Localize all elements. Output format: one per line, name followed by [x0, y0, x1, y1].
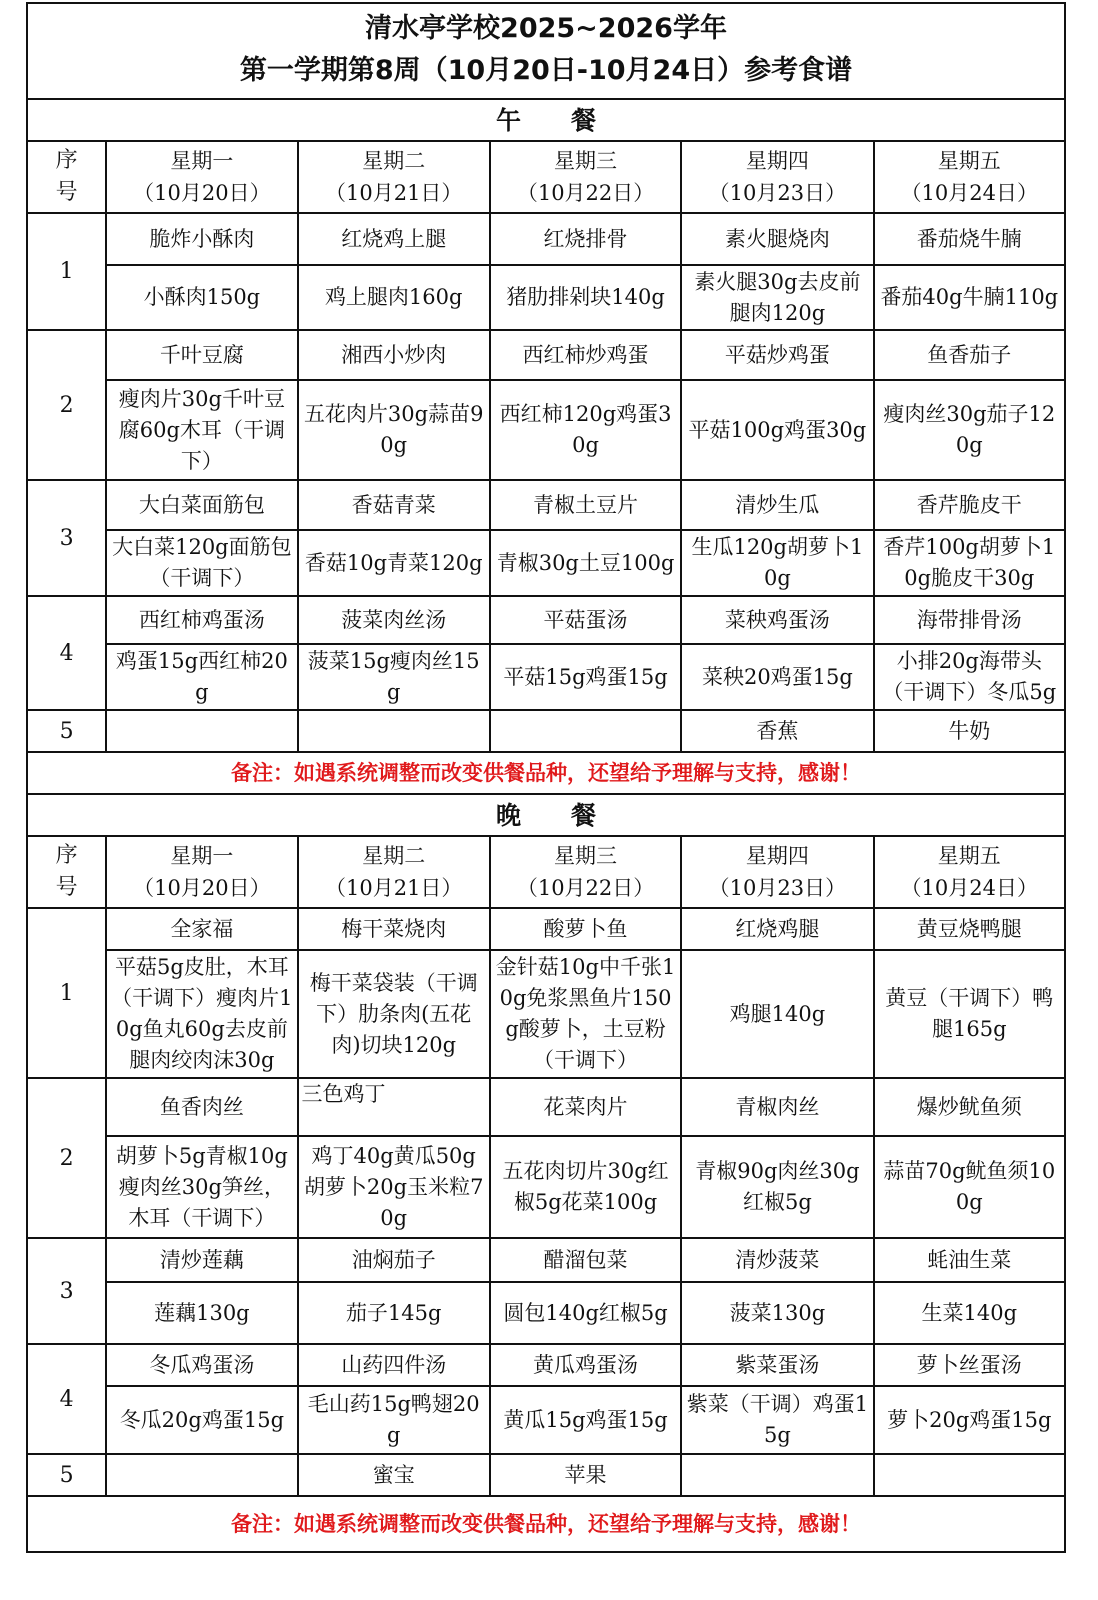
ingredient-row — [27, 1282, 1065, 1344]
dish-row — [27, 908, 1065, 950]
dish-row — [27, 1078, 1065, 1136]
fruit-cell: 苹果 — [490, 1454, 681, 1496]
day-name: 星期四 — [745, 149, 809, 173]
day-name: 星期三 — [554, 149, 618, 173]
ingredient-row — [27, 1136, 1065, 1238]
ingredient-cell: 圆包140g红椒5g — [490, 1282, 681, 1344]
dish-row — [27, 330, 1065, 380]
dish-name: 青椒土豆片 — [490, 480, 681, 530]
dish-name: 菜秧鸡蛋汤 — [681, 596, 873, 644]
ingredient-cell: 平菇100g鸡蛋30g — [681, 380, 873, 480]
fruit-row — [27, 710, 1065, 752]
dish-name: 萝卜丝蛋汤 — [874, 1344, 1065, 1386]
day-name: 星期一 — [170, 149, 234, 173]
day-header — [298, 836, 490, 908]
dish-name: 青椒肉丝 — [681, 1078, 873, 1136]
ingredient-cell: 鸡腿140g — [681, 950, 873, 1078]
fruit-cell — [681, 1454, 873, 1496]
title-line-2: 第一学期第8周（10月20日-10月24日）参考食谱 — [239, 55, 853, 86]
day-header — [681, 836, 873, 908]
ingredient-cell: 梅干菜袋装（干调下）肋条肉(五花肉)切块120g — [298, 950, 490, 1078]
ingredient-cell: 莲藕130g — [106, 1282, 297, 1344]
dish-name: 清炒菠菜 — [681, 1238, 873, 1282]
title-row — [27, 3, 1065, 99]
day-name: 星期五 — [937, 149, 1001, 173]
dish-name: 紫菜蛋汤 — [681, 1344, 873, 1386]
seq-header-line-1: 序 — [55, 148, 78, 173]
dish-name: 红烧排骨 — [490, 213, 681, 265]
seq-number: 3 — [27, 1238, 106, 1344]
ingredient-cell: 生瓜120g胡萝卜10g — [681, 530, 873, 596]
ingredient-cell: 香菇10g青菜120g — [298, 530, 490, 596]
dish-name: 酸萝卜鱼 — [490, 908, 681, 950]
ingredient-cell: 瘦肉丝30g茄子120g — [874, 380, 1065, 480]
fruit-cell — [874, 1454, 1065, 1496]
dish-name: 醋溜包菜 — [490, 1238, 681, 1282]
seq-number: 3 — [27, 480, 106, 596]
seq-number: 1 — [27, 213, 106, 330]
dish-name: 鱼香茄子 — [874, 330, 1065, 380]
day-header — [874, 836, 1065, 908]
dish-name: 西红柿炒鸡蛋 — [490, 330, 681, 380]
title-line-1: 清水亭学校2025~2026学年 — [365, 13, 727, 44]
day-date: （10月24日） — [900, 181, 1039, 205]
remark-note: 备注：如遇系统调整而改变供餐品种，还望给予理解与支持，感谢！ — [27, 1496, 1065, 1552]
dish-name: 湘西小炒肉 — [298, 330, 490, 380]
dish-row — [27, 480, 1065, 530]
day-date: （10月20日） — [133, 181, 271, 205]
menu-table — [26, 2, 1066, 1553]
day-header — [874, 141, 1065, 213]
dish-row — [27, 1238, 1065, 1282]
dish-name: 三色鸡丁 — [298, 1078, 490, 1136]
seq-number: 4 — [27, 1344, 106, 1454]
dinner-header-row — [27, 836, 1065, 908]
ingredient-cell: 鸡蛋15g西红柿20g — [106, 644, 297, 710]
ingredient-cell: 萝卜20g鸡蛋15g — [874, 1386, 1065, 1454]
dish-name: 香芹脆皮干 — [874, 480, 1065, 530]
seq-number: 5 — [27, 1454, 106, 1496]
dish-name: 千叶豆腐 — [106, 330, 297, 380]
seq-header-line-2: 号 — [55, 875, 78, 900]
dish-name: 平菇蛋汤 — [490, 596, 681, 644]
dish-name: 海带排骨汤 — [874, 596, 1065, 644]
day-date: （10月23日） — [708, 181, 847, 205]
menu-table-body — [27, 3, 1065, 1552]
dish-name: 番茄烧牛腩 — [874, 213, 1065, 265]
ingredient-cell: 小排20g海带头（干调下）冬瓜5g — [874, 644, 1065, 710]
dish-row — [27, 1344, 1065, 1386]
dish-name: 梅干菜烧肉 — [298, 908, 490, 950]
remark-note: 备注：如遇系统调整而改变供餐品种，还望给予理解与支持，感谢！ — [27, 752, 1065, 794]
ingredient-cell: 蒜苗70g鱿鱼须100g — [874, 1136, 1065, 1238]
ingredient-row — [27, 380, 1065, 480]
dish-name: 油焖茄子 — [298, 1238, 490, 1282]
seq-header — [27, 836, 106, 908]
day-header — [681, 141, 873, 213]
lunch-label: 午餐 — [27, 99, 1065, 141]
day-date: （10月24日） — [900, 876, 1039, 900]
ingredient-cell: 菜秧20鸡蛋15g — [681, 644, 873, 710]
lunch-header-row — [27, 141, 1065, 213]
dish-name: 大白菜面筋包 — [106, 480, 297, 530]
day-name: 星期五 — [937, 844, 1001, 868]
seq-number: 2 — [27, 1078, 106, 1238]
dinner-label: 晚餐 — [27, 794, 1065, 836]
menu-sheet — [26, 2, 1066, 1553]
day-header — [298, 141, 490, 213]
day-date: （10月21日） — [324, 876, 463, 900]
ingredient-cell: 茄子145g — [298, 1282, 490, 1344]
ingredient-cell: 金针菇10g中千张10g免浆黑鱼片150g酸萝卜，土豆粉（干调下） — [490, 950, 681, 1078]
fruit-cell — [298, 710, 490, 752]
ingredient-cell: 素火腿30g去皮前腿肉120g — [681, 265, 873, 330]
day-name: 星期二 — [362, 844, 426, 868]
dish-name: 冬瓜鸡蛋汤 — [106, 1344, 297, 1386]
lunch-note-row — [27, 752, 1065, 794]
day-date: （10月23日） — [708, 876, 847, 900]
ingredient-row — [27, 265, 1065, 330]
day-name: 星期三 — [554, 844, 618, 868]
day-header — [490, 836, 681, 908]
seq-number: 5 — [27, 710, 106, 752]
ingredient-cell: 小酥肉150g — [106, 265, 297, 330]
ingredient-cell: 青椒90g肉丝30g红椒5g — [681, 1136, 873, 1238]
day-date: （10月21日） — [324, 181, 463, 205]
day-name: 星期一 — [170, 844, 234, 868]
ingredient-cell: 紫菜（干调）鸡蛋15g — [681, 1386, 873, 1454]
ingredient-row — [27, 1386, 1065, 1454]
day-date: （10月22日） — [516, 181, 655, 205]
ingredient-cell: 瘦肉片30g千叶豆腐60g木耳（干调下） — [106, 380, 297, 480]
dish-name: 菠菜肉丝汤 — [298, 596, 490, 644]
day-date: （10月20日） — [133, 876, 271, 900]
dish-name: 黄瓜鸡蛋汤 — [490, 1344, 681, 1386]
ingredient-cell: 香芹100g胡萝卜10g脆皮干30g — [874, 530, 1065, 596]
ingredient-cell: 黄豆（干调下）鸭腿165g — [874, 950, 1065, 1078]
dish-name: 西红柿鸡蛋汤 — [106, 596, 297, 644]
seq-number: 1 — [27, 908, 106, 1078]
ingredient-cell: 平菇5g皮肚，木耳（干调下）瘦肉片10g鱼丸60g去皮前腿肉绞肉沫30g — [106, 950, 297, 1078]
ingredient-cell: 平菇15g鸡蛋15g — [490, 644, 681, 710]
ingredient-cell: 番茄40g牛腩110g — [874, 265, 1065, 330]
dish-name: 全家福 — [106, 908, 297, 950]
ingredient-cell: 鸡丁40g黄瓜50g胡萝卜20g玉米粒70g — [298, 1136, 490, 1238]
dish-row — [27, 596, 1065, 644]
day-name: 星期二 — [362, 149, 426, 173]
ingredient-row — [27, 950, 1065, 1078]
seq-header-line-1: 序 — [55, 843, 78, 868]
seq-header-line-2: 号 — [55, 180, 78, 205]
ingredient-cell: 西红柿120g鸡蛋30g — [490, 380, 681, 480]
day-name: 星期四 — [745, 844, 809, 868]
day-date: （10月22日） — [516, 876, 655, 900]
fruit-row — [27, 1454, 1065, 1496]
dinner-note-row — [27, 1496, 1065, 1552]
ingredient-cell: 猪肋排剁块140g — [490, 265, 681, 330]
day-header — [490, 141, 681, 213]
ingredient-row — [27, 644, 1065, 710]
dish-name: 鱼香肉丝 — [106, 1078, 297, 1136]
dish-name: 清炒莲藕 — [106, 1238, 297, 1282]
ingredient-row — [27, 530, 1065, 596]
dish-name: 素火腿烧肉 — [681, 213, 873, 265]
dish-name: 蚝油生菜 — [874, 1238, 1065, 1282]
ingredient-cell: 黄瓜15g鸡蛋15g — [490, 1386, 681, 1454]
ingredient-cell: 菠菜15g瘦肉丝15g — [298, 644, 490, 710]
dish-name: 香菇青菜 — [298, 480, 490, 530]
dish-name: 山药四件汤 — [298, 1344, 490, 1386]
ingredient-cell: 菠菜130g — [681, 1282, 873, 1344]
ingredient-cell: 青椒30g土豆100g — [490, 530, 681, 596]
ingredient-cell: 胡萝卜5g青椒10g瘦肉丝30g笋丝，木耳（干调下） — [106, 1136, 297, 1238]
dish-name: 红烧鸡腿 — [681, 908, 873, 950]
fruit-cell — [490, 710, 681, 752]
ingredient-cell: 毛山药15g鸭翅20g — [298, 1386, 490, 1454]
fruit-cell: 蜜宝 — [298, 1454, 490, 1496]
dish-name: 黄豆烧鸭腿 — [874, 908, 1065, 950]
seq-header — [27, 141, 106, 213]
dinner-label-row — [27, 794, 1065, 836]
fruit-cell: 牛奶 — [874, 710, 1065, 752]
fruit-cell — [106, 710, 297, 752]
ingredient-cell: 五花肉切片30g红椒5g花菜100g — [490, 1136, 681, 1238]
seq-number: 4 — [27, 596, 106, 710]
seq-number: 2 — [27, 330, 106, 480]
page-title — [27, 3, 1065, 99]
dish-row — [27, 213, 1065, 265]
ingredient-cell: 生菜140g — [874, 1282, 1065, 1344]
lunch-label-row — [27, 99, 1065, 141]
day-header — [106, 141, 297, 213]
dish-name: 清炒生瓜 — [681, 480, 873, 530]
fruit-cell — [106, 1454, 297, 1496]
dish-name: 脆炸小酥肉 — [106, 213, 297, 265]
dish-name: 红烧鸡上腿 — [298, 213, 490, 265]
day-header — [106, 836, 297, 908]
ingredient-cell: 五花肉片30g蒜苗90g — [298, 380, 490, 480]
ingredient-cell: 冬瓜20g鸡蛋15g — [106, 1386, 297, 1454]
dish-name: 花菜肉片 — [490, 1078, 681, 1136]
fruit-cell: 香蕉 — [681, 710, 873, 752]
dish-name: 爆炒鱿鱼须 — [874, 1078, 1065, 1136]
ingredient-cell: 鸡上腿肉160g — [298, 265, 490, 330]
dish-name: 平菇炒鸡蛋 — [681, 330, 873, 380]
ingredient-cell: 大白菜120g面筋包（干调下） — [106, 530, 297, 596]
